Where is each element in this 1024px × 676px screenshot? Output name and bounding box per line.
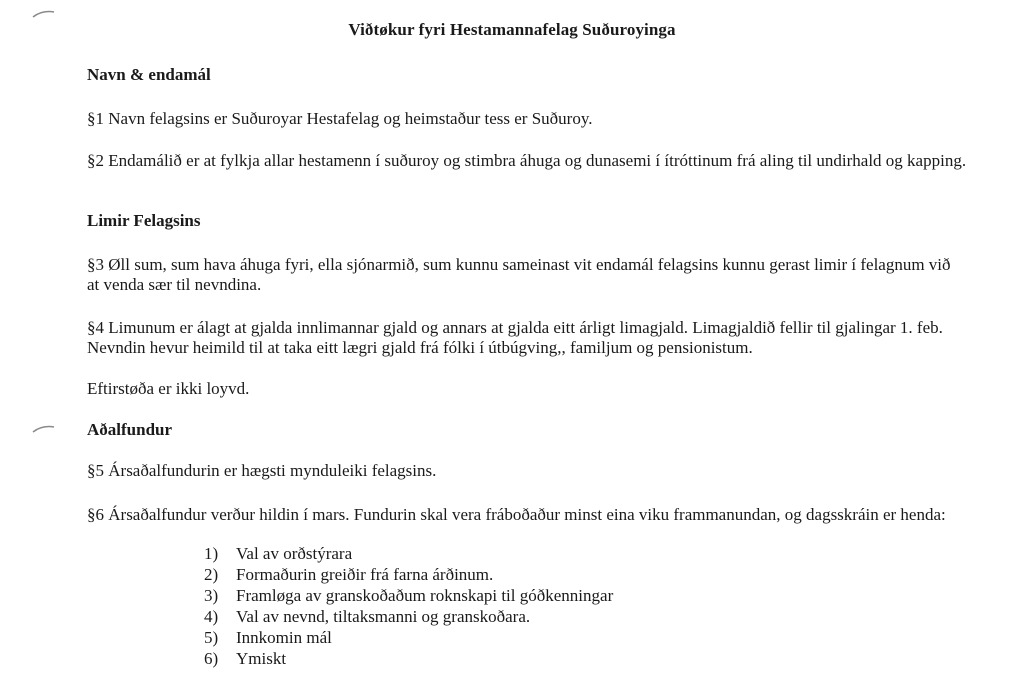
- paragraph: §3 Øll sum, sum hava áhuga fyri, ella sjónarmið, sum kunnu sameinast vit endamál felagsins kunnu gerast limir í felagnum við at venda sær til nevndina.: [87, 255, 951, 294]
- paragraph: §4 Limunum er álagt at gjalda innlimannar gjald og annars at gjalda eitt árligt limagjald. Limagjaldið fellir til gjalingar 1. feb. Nevndin hevur heimild til at taka eitt lægri gjald frá fólki í útbúgving,, familjum og pensionistum.: [87, 318, 943, 357]
- paragraph: §2 Endamálið er at fylkja allar hestamenn í suðuroy og stimbra áhuga og dunasemi í ítróttinum frá aling til undirhald og kapping.: [87, 151, 967, 170]
- agenda-item-number: 5): [204, 628, 219, 647]
- agenda-item-text: Ymiskt: [236, 649, 287, 668]
- section-heading: Limir Felagsins: [87, 211, 201, 230]
- agenda-item-number: 4): [204, 607, 219, 626]
- hole-punch-mark: [32, 10, 56, 18]
- agenda-item-text: Val av nevnd, tiltaksmanni og granskoðara.: [236, 607, 531, 626]
- section-heading: Aðalfundur: [87, 420, 173, 439]
- agenda-item-text: Formaðurin greiðir frá farna árðinum.: [236, 565, 494, 584]
- agenda-item: [204, 564, 613, 585]
- agenda-item: [204, 648, 613, 669]
- paragraph: Eftirstøða er ikki loyvd.: [87, 379, 250, 398]
- agenda-item-number: 3): [204, 586, 219, 605]
- paragraph: §5 Ársaðalfundurin er hægsti mynduleiki felagsins.: [87, 461, 437, 480]
- agenda-item-text: Innkomin mál: [236, 628, 332, 647]
- agenda-list: [204, 543, 613, 669]
- agenda-item: [204, 627, 613, 648]
- agenda-item: [204, 543, 613, 564]
- section-heading: Navn & endamál: [87, 65, 211, 84]
- agenda-item-number: 2): [204, 565, 219, 584]
- document-title: Viðtøkur fyri Hestamannafelag Suðuroyinga: [348, 20, 676, 39]
- paragraph: §1 Navn felagsins er Suðuroyar Hestafelag og heimstaður tess er Suðuroy.: [87, 109, 593, 128]
- agenda-item: [204, 585, 613, 606]
- agenda-item-number: 1): [204, 544, 219, 563]
- hole-punch-mark: [32, 425, 56, 433]
- agenda-item: [204, 606, 613, 627]
- agenda-item-number: 6): [204, 649, 219, 668]
- paragraph: §6 Ársaðalfundur verður hildin í mars. Fundurin skal vera fráboðaður minst eina viku frammanundan, og dagsskráin er henda:: [87, 505, 946, 524]
- agenda-item-text: Val av orðstýrara: [236, 544, 353, 563]
- agenda-item-text: Framløga av granskoðaðum roknskapi til góðkenningar: [236, 586, 614, 605]
